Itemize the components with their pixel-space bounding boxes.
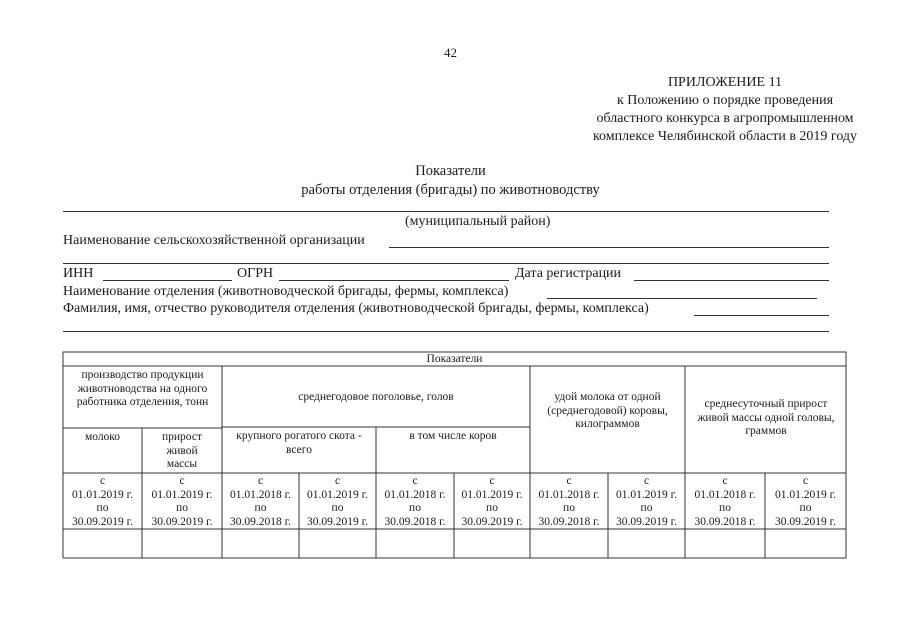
period-from: 01.01.2019 г. bbox=[151, 488, 213, 501]
period-to: 30.09.2018 г. bbox=[538, 515, 600, 528]
org-name-label: Наименование сельскохозяйственной организации bbox=[63, 233, 365, 248]
heading-line-2: работы отделения (бригады) по животноводству bbox=[301, 182, 600, 198]
period-from: 01.01.2019 г. bbox=[307, 488, 368, 501]
data-cell[interactable] bbox=[531, 530, 607, 557]
period-from: 01.01.2018 г. bbox=[384, 488, 446, 501]
period-c: с bbox=[722, 475, 728, 487]
period-c: с bbox=[334, 475, 341, 487]
period-c: с bbox=[257, 475, 264, 487]
period-c: с bbox=[179, 475, 185, 487]
data-cell[interactable] bbox=[300, 530, 375, 557]
period-cell bbox=[142, 475, 222, 529]
department-label: Наименование отделения (животноводческой бригады, фермы, комплекса) bbox=[63, 284, 509, 299]
period-cell bbox=[608, 475, 685, 529]
period-po: по bbox=[640, 502, 653, 514]
appendix-title: ПРИЛОЖЕНИЕ 11 bbox=[667, 75, 783, 90]
period-po: по bbox=[486, 502, 498, 514]
period-po: по bbox=[409, 502, 421, 514]
period-cell bbox=[454, 475, 530, 529]
period-po: по bbox=[563, 502, 575, 514]
period-to: 30.09.2019 г. bbox=[616, 515, 677, 528]
group-livestock: среднегодовое поголовье, голов bbox=[298, 391, 454, 403]
period-po: по bbox=[799, 502, 812, 514]
period-to: 30.09.2019 г. bbox=[461, 515, 523, 528]
head-label: Фамилия, имя, отчество руководителя отделения (животноводческой бригады, фермы, комплекса) bbox=[63, 301, 649, 316]
appendix-line: областного конкурса в агропромышленном bbox=[596, 111, 854, 126]
period-from: 01.01.2018 г. bbox=[538, 488, 600, 501]
period-cell bbox=[299, 475, 376, 529]
period-from: 01.01.2019 г. bbox=[72, 488, 133, 501]
reg-date-label: Дата регистрации bbox=[515, 266, 622, 281]
period-c: с bbox=[489, 475, 495, 487]
data-cell[interactable] bbox=[609, 530, 684, 557]
period-cell bbox=[765, 475, 846, 529]
period-to: 30.09.2018 г. bbox=[230, 515, 291, 528]
period-to: 30.09.2019 г. bbox=[72, 515, 133, 528]
inn-label: ИНН bbox=[63, 266, 94, 281]
table-header: Показатели bbox=[426, 353, 483, 365]
data-cell[interactable] bbox=[143, 530, 221, 557]
period-cell bbox=[530, 475, 608, 529]
period-po: по bbox=[254, 502, 267, 514]
period-c: с bbox=[802, 475, 809, 487]
data-cell[interactable] bbox=[223, 530, 298, 557]
group-milk-yield: удой молока от одной (среднегодовой) коровы, килограммов bbox=[547, 391, 668, 430]
data-cell[interactable] bbox=[766, 530, 845, 557]
group-daily-gain: среднесуточный прирост живой массы одной головы, граммов bbox=[697, 398, 835, 437]
period-from: 01.01.2019 г. bbox=[616, 488, 677, 501]
data-cell[interactable] bbox=[64, 530, 141, 557]
period-po: по bbox=[331, 502, 344, 514]
period-cell bbox=[63, 475, 142, 529]
period-cell bbox=[222, 475, 299, 529]
period-from: 01.01.2019 г. bbox=[461, 488, 523, 501]
period-cell bbox=[685, 475, 765, 529]
sub-milk: молоко bbox=[84, 431, 121, 443]
period-c: с bbox=[566, 475, 572, 487]
sub-cattle: крупного рогатого скота - всего bbox=[236, 430, 362, 456]
period-to: 30.09.2018 г. bbox=[694, 515, 756, 528]
sub-weight-gain: прирост живой массы bbox=[162, 431, 202, 470]
period-po: по bbox=[96, 502, 109, 514]
period-to: 30.09.2018 г. bbox=[384, 515, 446, 528]
period-c: с bbox=[99, 475, 106, 487]
period-from: 01.01.2019 г. bbox=[775, 488, 836, 501]
period-from: 01.01.2018 г. bbox=[230, 488, 291, 501]
sub-cows: в том числе коров bbox=[409, 430, 497, 442]
period-c: с bbox=[412, 475, 418, 487]
page-number: 42 bbox=[444, 45, 457, 60]
period-c: с bbox=[643, 475, 650, 487]
data-cell[interactable] bbox=[455, 530, 529, 557]
period-to: 30.09.2019 г. bbox=[151, 515, 213, 528]
municipal-caption: (муниципальный район) bbox=[405, 214, 551, 229]
data-cell[interactable] bbox=[686, 530, 764, 557]
period-to: 30.09.2019 г. bbox=[307, 515, 368, 528]
ogrn-label: ОГРН bbox=[237, 266, 274, 281]
appendix-line: комплексе Челябинской области в 2019 году bbox=[592, 129, 858, 144]
heading-line-1: Показатели bbox=[415, 163, 486, 179]
period-po: по bbox=[719, 502, 731, 514]
period-to: 30.09.2019 г. bbox=[775, 515, 836, 528]
period-from: 01.01.2018 г. bbox=[694, 488, 756, 501]
group-production: производство продукции животноводства на одного работника отделения, тонн bbox=[76, 369, 209, 408]
data-cell[interactable] bbox=[377, 530, 453, 557]
appendix-line: к Положению о порядке проведения bbox=[616, 93, 834, 108]
period-po: по bbox=[176, 502, 188, 514]
period-cell bbox=[376, 475, 454, 529]
